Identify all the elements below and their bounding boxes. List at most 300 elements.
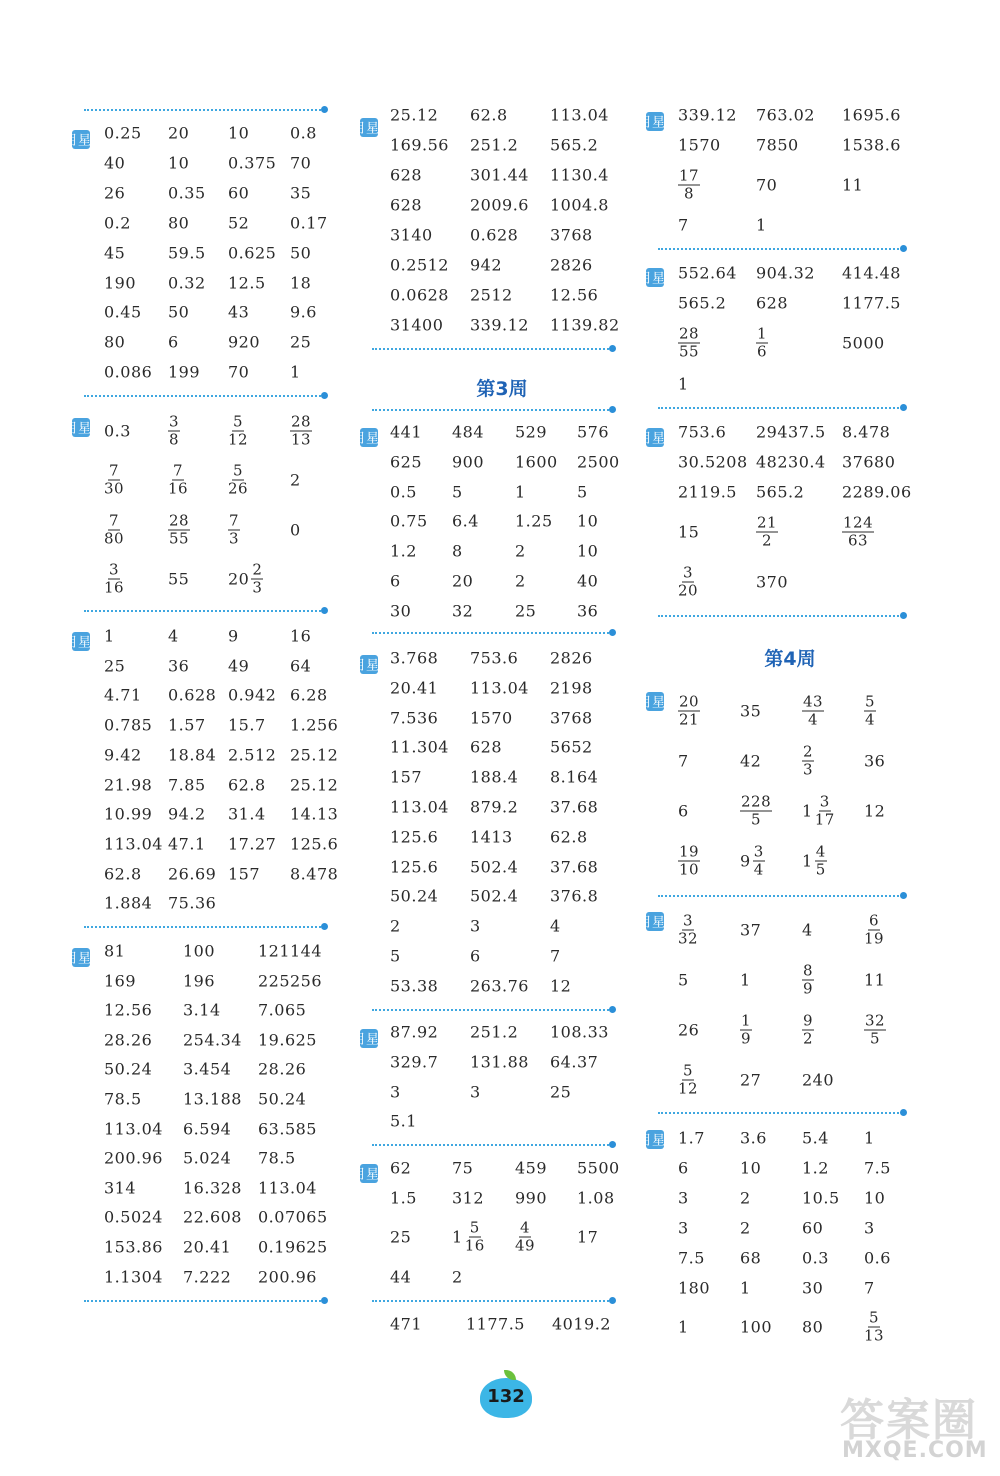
fraction-denominator: 9 [741, 1029, 752, 1048]
section-divider [84, 395, 324, 397]
answer-value: 502.4 [470, 886, 519, 906]
answer-value: 100 [740, 1317, 773, 1337]
answer-value: 1 [515, 482, 526, 502]
fraction [802, 1013, 814, 1048]
answer-value: 753.6 [470, 648, 519, 668]
answer-value: 0.75 [390, 511, 428, 531]
answer-value: 5500 [577, 1158, 620, 1178]
answer-value: 6.28 [290, 685, 328, 705]
watermark [840, 1384, 990, 1470]
answer-value: 18 [290, 273, 312, 292]
answer-value: 7 [678, 215, 689, 235]
fraction [740, 794, 772, 829]
answer-value: 7.5 [864, 1158, 891, 1178]
answer-fraction [104, 513, 124, 548]
answer-value: 62 [390, 1158, 412, 1178]
answer-value: 6 [470, 946, 481, 966]
answer-value: 12.56 [550, 285, 599, 305]
answer-value: 31.4 [228, 804, 266, 824]
section-divider [84, 1300, 324, 1302]
section-divider [84, 109, 324, 111]
fraction [251, 562, 263, 597]
answer-value: 8.478 [842, 422, 891, 442]
answer-value: 2826 [550, 648, 593, 668]
answer-value: 5 [577, 482, 588, 502]
fraction [168, 463, 188, 498]
answer-value: 1413 [470, 827, 513, 847]
answer-value: 21.98 [104, 775, 153, 794]
answer-value: 25.12 [390, 105, 439, 125]
answer-value: 9.6 [290, 302, 317, 322]
answer-value: 3.6 [740, 1128, 767, 1148]
answer-value: 5652 [550, 737, 593, 757]
answer-value: 502.4 [470, 857, 519, 877]
answer-value: 200.96 [104, 1148, 163, 1168]
answer-value: 42 [740, 751, 762, 771]
answer-value: 879.2 [470, 797, 519, 817]
fraction-denominator: 55 [679, 342, 700, 361]
answer-value: 2198 [550, 678, 593, 698]
answer-value: 1.25 [515, 511, 553, 531]
answer-value: 370 [756, 572, 789, 592]
answer-fraction [802, 694, 824, 729]
answer-value: 5 [678, 970, 689, 990]
watermark-url: MXQE.COM [842, 1438, 988, 1463]
answer-fraction [228, 414, 248, 449]
answer-value: 6 [678, 801, 689, 821]
fraction-numerator: 2 [803, 742, 814, 761]
answer-value: 1 [740, 970, 751, 990]
answer-fraction [740, 1013, 752, 1048]
fraction-denominator: 12 [228, 430, 249, 449]
fraction-numerator: 20 [679, 692, 700, 711]
answer-value: 6 [168, 332, 179, 352]
section-divider [372, 632, 612, 634]
fraction-denominator: 13 [864, 1326, 885, 1345]
answer-value: 8 [452, 541, 463, 561]
day-tag: 星期四 [360, 1164, 378, 1183]
answer-value: 339.12 [470, 315, 529, 335]
answer-value: 43 [228, 302, 250, 322]
answer-fraction [452, 1220, 485, 1255]
answer-value: 0.3 [802, 1248, 829, 1268]
answer-value: 75.36 [168, 893, 217, 913]
answer-fraction [802, 963, 814, 998]
answer-value: 50 [290, 243, 312, 263]
answer-value: 26 [104, 183, 126, 203]
fraction-denominator: 3 [229, 529, 240, 548]
answer-value: 36 [168, 656, 190, 676]
answer-value: 628 [390, 195, 423, 215]
answer-value: 0.3 [104, 421, 131, 441]
answer-value: 1600 [515, 452, 558, 472]
answer-value: 2289.06 [842, 482, 912, 502]
answer-value: 1 [678, 374, 689, 394]
answer-value: 144 [290, 941, 323, 961]
answer-value: 22.608 [183, 1207, 242, 1227]
answer-value: 1 [756, 215, 767, 235]
answer-value: 125.6 [390, 827, 439, 847]
fraction-numerator: 4 [520, 1218, 531, 1237]
answer-fraction [678, 1063, 698, 1098]
day-tag: 星期日 [646, 428, 664, 447]
week-title: 第4周 [764, 648, 816, 670]
answer-value: 60 [802, 1218, 824, 1238]
fraction-denominator: 5 [815, 860, 826, 879]
fraction-numerator: 7 [173, 461, 184, 480]
fraction-numerator: 124 [843, 513, 874, 532]
day-tag: 星期一 [360, 428, 378, 447]
fraction-numerator: 5 [865, 692, 876, 711]
answer-value: 59.5 [168, 243, 206, 263]
answer-value: 36 [864, 751, 886, 771]
fraction-whole: 1 [802, 801, 813, 821]
section-divider [372, 1144, 612, 1146]
answer-value: 0.2512 [390, 255, 449, 275]
answer-value: 12 [864, 801, 886, 821]
answer-value: 3 [390, 1082, 401, 1102]
fraction-denominator: 2 [803, 1029, 814, 1048]
answer-value: 19.625 [258, 1030, 317, 1050]
answer-value: 990 [515, 1188, 548, 1208]
answer-value: 15 [678, 522, 700, 542]
answer-value: 753.6 [678, 422, 727, 442]
fraction-numerator: 1 [757, 324, 768, 343]
answer-value: 329.7 [390, 1052, 439, 1072]
answer-value: 70 [290, 153, 312, 173]
answer-fraction [168, 513, 190, 548]
answer-value: 131.88 [470, 1052, 529, 1072]
answer-value: 18.84 [168, 745, 217, 765]
answer-value: 64.37 [550, 1052, 599, 1072]
answer-value: 7 [550, 946, 561, 966]
answer-value: 20 [168, 123, 190, 143]
answer-value: 5000 [842, 333, 885, 353]
fraction-denominator: 10 [679, 860, 700, 879]
fraction-denominator: 20 [678, 581, 699, 600]
answer-value: 9 [228, 626, 239, 646]
answer-value: 10 [577, 511, 599, 531]
fraction-denominator: 5 [751, 810, 762, 829]
fraction-numerator: 2 [252, 560, 263, 579]
answer-value: 6 [678, 1158, 689, 1178]
fraction-denominator: 55 [169, 529, 190, 548]
fraction-whole: 1 [802, 851, 813, 871]
answer-value: 3 [470, 1082, 481, 1102]
answer-value: 81 [104, 941, 126, 961]
answer-fraction [802, 1013, 814, 1048]
answer-value: 1.2 [390, 541, 417, 561]
answer-value: 94.2 [168, 804, 206, 824]
answer-value: 1 [290, 362, 301, 382]
answer-value: 628 [756, 293, 789, 313]
answer-value: 113.04 [550, 105, 609, 125]
answer-fraction [864, 1310, 884, 1345]
fraction [104, 463, 124, 498]
answer-value: 64 [290, 656, 312, 676]
fraction-whole: 9 [740, 851, 751, 871]
answer-value: 254.34 [183, 1030, 242, 1050]
answer-value: 7 [864, 1278, 875, 1298]
answer-value: 55 [168, 569, 190, 589]
fraction-denominator: 8 [684, 184, 695, 203]
answer-fraction [104, 463, 124, 498]
answer-value: 36 [577, 601, 599, 621]
answer-value: 26 [678, 1020, 700, 1040]
answer-value: 157 [390, 767, 423, 787]
answer-value: 1.08 [577, 1188, 615, 1208]
answer-value: 10 [740, 1158, 762, 1178]
answer-value: 376.8 [550, 886, 599, 906]
answer-value: 339.12 [678, 105, 737, 125]
fraction [678, 1063, 698, 1098]
answer-value: 4.71 [104, 685, 142, 705]
answer-value: 5 [452, 482, 463, 502]
answer-value: 37680 [842, 452, 896, 472]
fraction-numerator: 5 [869, 1308, 880, 1327]
answer-value: 25.12 [290, 745, 339, 765]
fraction [678, 326, 700, 361]
answer-value: 10 [864, 1188, 886, 1208]
answer-value: 0.625 [228, 243, 277, 263]
fraction-denominator: 4 [753, 860, 764, 879]
answer-value: 27 [740, 1070, 762, 1090]
answer-value: 7.85 [168, 775, 206, 794]
watermark-logo-text: 答案圈 [840, 1395, 978, 1446]
answer-fraction [228, 513, 240, 548]
answer-value: 225 [258, 971, 291, 991]
answer-value: 49 [228, 656, 250, 676]
answer-value: 576 [577, 422, 610, 442]
answer-value: 16.328 [183, 1178, 242, 1198]
answer-value: 50.24 [258, 1089, 307, 1109]
answer-value: 441 [390, 422, 423, 442]
answer-value: 25.12 [290, 775, 339, 794]
answer-value: 7.065 [258, 1000, 307, 1020]
answer-value: 14.13 [290, 804, 339, 824]
section-divider [372, 1300, 612, 1302]
fraction-numerator: 7 [109, 461, 120, 480]
answer-value: 3.454 [183, 1059, 232, 1079]
answer-value: 1570 [470, 708, 513, 728]
answer-value: 0.8 [290, 123, 317, 143]
answer-value: 20 [452, 571, 474, 591]
answer-value: 44 [390, 1267, 412, 1287]
answer-value: 125.6 [290, 834, 339, 854]
answer-value: 256 [290, 971, 323, 991]
answer-value: 113.04 [104, 834, 163, 854]
answer-value: 12 [550, 976, 572, 996]
answer-fraction [802, 744, 814, 779]
fraction-numerator: 5 [233, 412, 244, 431]
answer-value: 70 [756, 175, 778, 195]
answer-value: 565.2 [550, 135, 599, 155]
answer-value: 188.4 [470, 767, 519, 787]
answer-value: 62.8 [104, 864, 142, 884]
answer-value: 1.5 [390, 1188, 417, 1208]
fraction-numerator: 4 [815, 842, 826, 861]
answer-value: 30.5208 [678, 452, 748, 472]
section-divider [658, 1112, 903, 1114]
day-tag: 星期二 [646, 912, 664, 931]
answer-value: 80 [168, 213, 190, 233]
fraction [290, 414, 312, 449]
answer-value: 50.24 [104, 1059, 153, 1079]
fraction [740, 1013, 752, 1048]
answer-value: 7.222 [183, 1267, 232, 1287]
answer-value: 3 [470, 916, 481, 936]
answer-value: 45 [104, 243, 126, 263]
answer-fraction [678, 326, 700, 361]
answer-value: 2119.5 [678, 482, 737, 502]
answer-value: 1 [864, 1128, 875, 1148]
answer-value: 15.7 [228, 715, 266, 735]
answer-value: 0.0628 [390, 285, 449, 305]
answer-value: 37.68 [550, 857, 599, 877]
fraction-numerator: 3 [683, 563, 694, 582]
answer-value: 62.8 [550, 827, 588, 847]
answer-value: 70 [228, 362, 250, 382]
answer-value: 2.512 [228, 745, 277, 765]
fraction-numerator: 5 [469, 1218, 480, 1237]
fraction-denominator: 8 [169, 430, 180, 449]
answer-value: 484 [452, 422, 485, 442]
answer-value: 2 [452, 1267, 463, 1287]
fraction-denominator: 26 [228, 479, 249, 498]
answer-value: 6.594 [183, 1119, 232, 1139]
answer-value: 414.48 [842, 263, 901, 283]
answer-value: 1.256 [290, 715, 339, 735]
answer-value: 0.25 [104, 123, 142, 143]
answer-value: 904.32 [756, 263, 815, 283]
fraction [815, 794, 835, 829]
fraction-denominator: 49 [515, 1236, 536, 1255]
answer-value: 0.07065 [258, 1207, 328, 1227]
answer-value: 113.04 [104, 1119, 163, 1139]
fraction [864, 1310, 884, 1345]
answer-value: 5 [390, 946, 401, 966]
answer-fraction [678, 844, 700, 879]
fraction-denominator: 2 [762, 531, 773, 550]
section-divider [372, 409, 612, 411]
fraction-denominator: 17 [814, 810, 835, 829]
answer-value: 5.024 [183, 1148, 232, 1168]
answer-value: 53.38 [390, 976, 439, 996]
answer-value: 0.628 [470, 225, 519, 245]
answer-value: 0.086 [104, 362, 153, 382]
answer-value: 625 [390, 452, 423, 472]
fraction-denominator: 80 [104, 529, 125, 548]
answer-value: 0.2 [104, 213, 131, 233]
answer-fraction [290, 414, 312, 449]
answer-value: 1139.82 [550, 315, 620, 335]
answer-value: 6 [390, 571, 401, 591]
answer-value: 47.1 [168, 834, 206, 854]
answer-value: 2 [390, 916, 401, 936]
fraction [228, 414, 248, 449]
page-number-badge [480, 1370, 532, 1422]
answer-value: 0.628 [168, 685, 217, 705]
answer-value: 60 [228, 183, 250, 203]
answer-value: 942 [470, 255, 503, 275]
answer-value: 200.96 [258, 1267, 317, 1287]
answer-value: 10 [168, 153, 190, 173]
answer-value: 108.33 [550, 1022, 609, 1042]
fraction [815, 844, 827, 879]
fraction-numerator: 7 [109, 511, 120, 530]
answer-value: 5.4 [802, 1128, 829, 1148]
fraction [802, 694, 824, 729]
answer-value: 4 [168, 626, 179, 646]
answer-fraction [842, 515, 874, 550]
fraction [465, 1220, 485, 1255]
fraction [678, 168, 700, 203]
fraction-denominator: 3 [803, 760, 814, 779]
fraction-numerator: 5 [683, 1061, 694, 1080]
answer-value: 920 [228, 332, 261, 352]
fraction-numerator: 3 [753, 842, 764, 861]
answer-value: 169.56 [390, 135, 449, 155]
answer-value: 26.69 [168, 864, 217, 884]
answer-value: 35 [290, 183, 312, 203]
answer-value: 157 [228, 864, 261, 884]
day-tag: 星期二 [360, 655, 378, 674]
week-title: 第3周 [476, 378, 528, 400]
fraction [228, 513, 240, 548]
answer-value: 17.27 [228, 834, 277, 854]
answer-value: 2009.6 [470, 195, 529, 215]
answer-value: 3 [864, 1218, 875, 1238]
answer-value: 1.2 [802, 1158, 829, 1178]
fraction-numerator: 21 [757, 513, 778, 532]
answer-value: 25 [104, 656, 126, 676]
answer-value: 312 [452, 1188, 485, 1208]
answer-value: 3140 [390, 225, 433, 245]
day-tag: 星期六 [72, 948, 90, 967]
answer-fraction [104, 562, 124, 597]
answer-value: 11 [864, 970, 886, 990]
answer-value: 30 [390, 601, 412, 621]
answer-value: 1.1304 [104, 1267, 163, 1287]
fraction-denominator: 4 [865, 710, 876, 729]
answer-value: 25 [515, 601, 537, 621]
fraction-denominator: 3 [252, 578, 263, 597]
fraction [864, 1013, 886, 1048]
answer-value: 3 [678, 1188, 689, 1208]
answer-fraction [740, 844, 765, 879]
answer-value: 113.04 [258, 1178, 317, 1198]
answer-value: 40 [577, 571, 599, 591]
answer-value: 10.5 [802, 1188, 840, 1208]
answer-value: 1130.4 [550, 165, 609, 185]
answer-value: 10 [577, 541, 599, 561]
answer-value: 1695.6 [842, 105, 901, 125]
fraction [753, 844, 765, 879]
answer-fraction [802, 794, 835, 829]
answer-value: 8.478 [290, 864, 339, 884]
answer-value: 5.1 [390, 1111, 417, 1131]
fraction [228, 463, 248, 498]
answer-value: 529 [515, 422, 548, 442]
answer-value: 0.19625 [258, 1237, 328, 1257]
answer-value: 20.41 [390, 678, 439, 698]
answer-value: 2 [740, 1218, 751, 1238]
answer-value: 0.785 [104, 715, 153, 735]
answer-value: 78.5 [258, 1148, 296, 1168]
answer-value: 0.5024 [104, 1207, 163, 1227]
answer-value: 0 [290, 520, 301, 540]
fraction-numerator: 28 [291, 412, 312, 431]
